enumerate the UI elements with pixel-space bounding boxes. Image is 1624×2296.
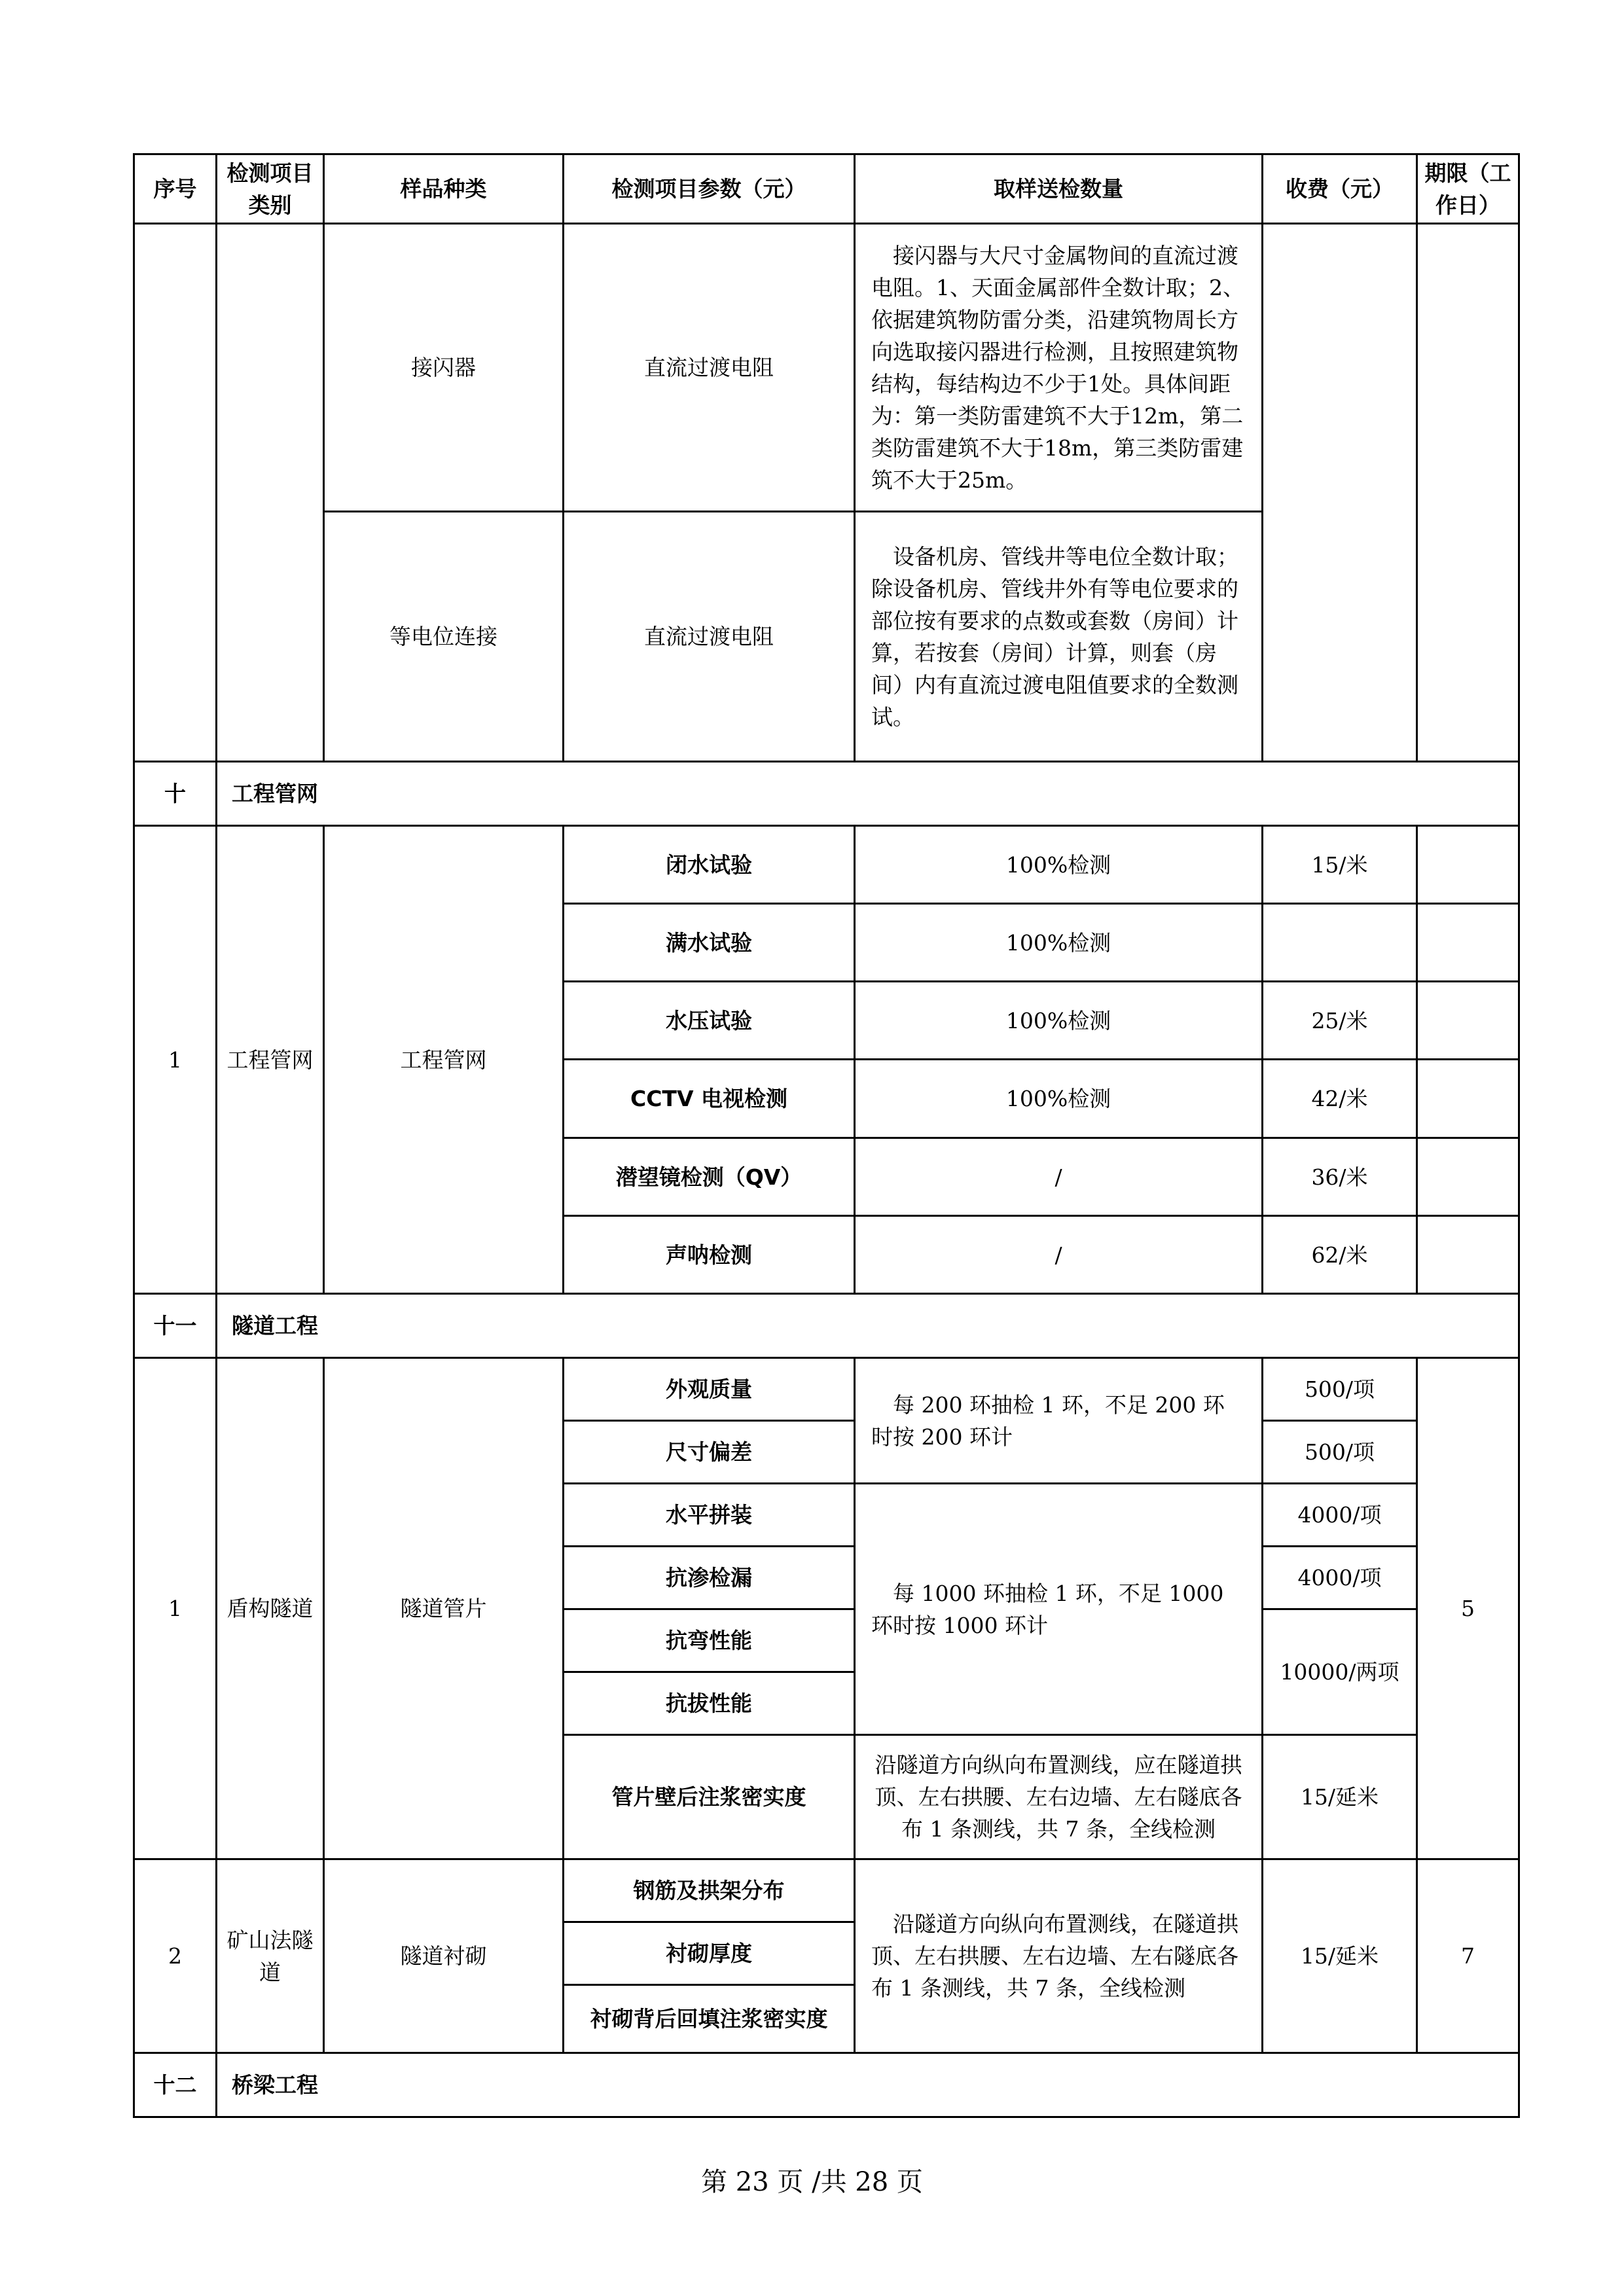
param-cell: 直流过渡电阻 xyxy=(564,512,855,762)
sample-cell: 工程管网 xyxy=(324,826,564,1294)
empty-fee-cell xyxy=(1263,224,1417,762)
fee-cell xyxy=(1263,904,1417,982)
section-number: 十 xyxy=(134,762,217,826)
section-title: 桥梁工程 xyxy=(217,2053,1519,2117)
empty-period-cell xyxy=(1417,1060,1519,1138)
qty-cell: 设备机房、管线井等电位全数计取；除设备机房、管线井外有等电位要求的部位按有要求的点数或套数（房间）计算，若按套（房间）计算，则套（房间）内有直流过渡电阻值要求的全数测试。 xyxy=(855,512,1263,762)
param-cell: 水平拼装 xyxy=(564,1484,855,1547)
param-cell: 潜望镜检测（QV） xyxy=(564,1138,855,1216)
qty-cell: 100%检测 xyxy=(855,826,1263,904)
empty-period-cell xyxy=(1417,224,1519,762)
inspection-fee-table xyxy=(133,153,1520,2118)
param-cell: 水压试验 xyxy=(564,982,855,1060)
page-footer: 第 23 页 /共 28 页 xyxy=(701,2167,923,2197)
header-fee: 收费（元） xyxy=(1263,154,1417,224)
section-title: 工程管网 xyxy=(217,762,1519,826)
fee-cell: 25/米 xyxy=(1263,982,1417,1060)
fee-cell: 4000/项 xyxy=(1263,1547,1417,1609)
empty-cell xyxy=(217,224,324,762)
fee-cell: 15/延米 xyxy=(1263,1859,1417,2053)
param-cell: 衬砌背后回填注浆密实度 xyxy=(564,1985,855,2053)
period-cell: 5 xyxy=(1417,1358,1519,1859)
item-number: 1 xyxy=(134,1358,217,1859)
param-cell: 抗弯性能 xyxy=(564,1609,855,1672)
param-cell: 闭水试验 xyxy=(564,826,855,904)
qty-cell: 沿隧道方向纵向布置测线，应在隧道拱顶、左右拱腰、左右边墙、左右隧底各布 1 条测线，共 7 条，全线检测 xyxy=(855,1735,1263,1859)
empty-cell xyxy=(134,224,217,762)
fee-cell: 36/米 xyxy=(1263,1138,1417,1216)
qty-cell: 100%检测 xyxy=(855,1060,1263,1138)
param-cell: 直流过渡电阻 xyxy=(564,224,855,512)
table-row xyxy=(134,224,1519,512)
fee-cell: 15/延米 xyxy=(1263,1735,1417,1859)
empty-period-cell xyxy=(1417,826,1519,904)
param-cell: 钢筋及拱架分布 xyxy=(564,1859,855,1922)
fee-cell: 42/米 xyxy=(1263,1060,1417,1138)
category-cell: 盾构隧道 xyxy=(217,1358,324,1859)
param-cell: 外观质量 xyxy=(564,1358,855,1421)
section-row xyxy=(134,762,1519,826)
section-row xyxy=(134,2053,1519,2117)
param-cell: 抗渗检漏 xyxy=(564,1547,855,1609)
item-number: 2 xyxy=(134,1859,217,2053)
param-cell: 尺寸偏差 xyxy=(564,1421,855,1484)
param-cell: 满水试验 xyxy=(564,904,855,982)
table-row xyxy=(134,1859,1519,1922)
section-number: 十二 xyxy=(134,2053,217,2117)
header-period: 期限（工作日） xyxy=(1417,154,1519,224)
header-sample: 样品种类 xyxy=(324,154,564,224)
section-title: 隧道工程 xyxy=(217,1294,1519,1358)
item-number: 1 xyxy=(134,826,217,1294)
table-header-row xyxy=(134,154,1519,224)
section-number: 十一 xyxy=(134,1294,217,1358)
param-cell: 声呐检测 xyxy=(564,1216,855,1294)
qty-cell: 100%检测 xyxy=(855,982,1263,1060)
category-cell: 工程管网 xyxy=(217,826,324,1294)
param-cell: CCTV 电视检测 xyxy=(564,1060,855,1138)
sample-cell: 接闪器 xyxy=(324,224,564,512)
period-cell: 7 xyxy=(1417,1859,1519,2053)
qty-cell: 100%检测 xyxy=(855,904,1263,982)
param-cell: 抗拔性能 xyxy=(564,1672,855,1735)
fee-cell: 500/项 xyxy=(1263,1421,1417,1484)
sample-cell: 隧道衬砌 xyxy=(324,1859,564,2053)
category-cell: 矿山法隧道 xyxy=(217,1859,324,2053)
fee-cell: 62/米 xyxy=(1263,1216,1417,1294)
header-param: 检测项目参数（元） xyxy=(564,154,855,224)
empty-period-cell xyxy=(1417,982,1519,1060)
qty-cell: 沿隧道方向纵向布置测线，在隧道拱顶、左右拱腰、左右边墙、左右隧底各布 1 条测线，共 7 条，全线检测 xyxy=(855,1859,1263,2053)
qty-cell: 每 200 环抽检 1 环，不足 200 环时按 200 环计 xyxy=(855,1358,1263,1484)
header-qty: 取样送检数量 xyxy=(855,154,1263,224)
empty-period-cell xyxy=(1417,1216,1519,1294)
fee-cell: 10000/两项 xyxy=(1263,1609,1417,1735)
header-no: 序号 xyxy=(134,154,217,224)
qty-cell: 每 1000 环抽检 1 环，不足 1000 环时按 1000 环计 xyxy=(855,1484,1263,1735)
sample-cell: 等电位连接 xyxy=(324,512,564,762)
sample-cell: 隧道管片 xyxy=(324,1358,564,1859)
qty-cell: / xyxy=(855,1138,1263,1216)
param-cell: 衬砌厚度 xyxy=(564,1922,855,1985)
empty-period-cell xyxy=(1417,1138,1519,1216)
fee-cell: 500/项 xyxy=(1263,1358,1417,1421)
empty-period-cell xyxy=(1417,904,1519,982)
header-category: 检测项目类别 xyxy=(217,154,324,224)
section-row xyxy=(134,1294,1519,1358)
table-row xyxy=(134,826,1519,904)
qty-cell: 接闪器与大尺寸金属物间的直流过渡电阻。1、天面金属部件全数计取；2、依据建筑物防雷分类，沿建筑物周长方向选取接闪器进行检测，且按照建筑物结构，每结构边不少于1处。具体间距为：第一类防雷建筑不大于12m，第二类防雷建筑不大于18m，第三类防雷建筑不大于25m。 xyxy=(855,224,1263,512)
param-cell: 管片壁后注浆密实度 xyxy=(564,1735,855,1859)
qty-cell: / xyxy=(855,1216,1263,1294)
table-row xyxy=(134,1358,1519,1421)
fee-cell: 15/米 xyxy=(1263,826,1417,904)
fee-cell: 4000/项 xyxy=(1263,1484,1417,1547)
